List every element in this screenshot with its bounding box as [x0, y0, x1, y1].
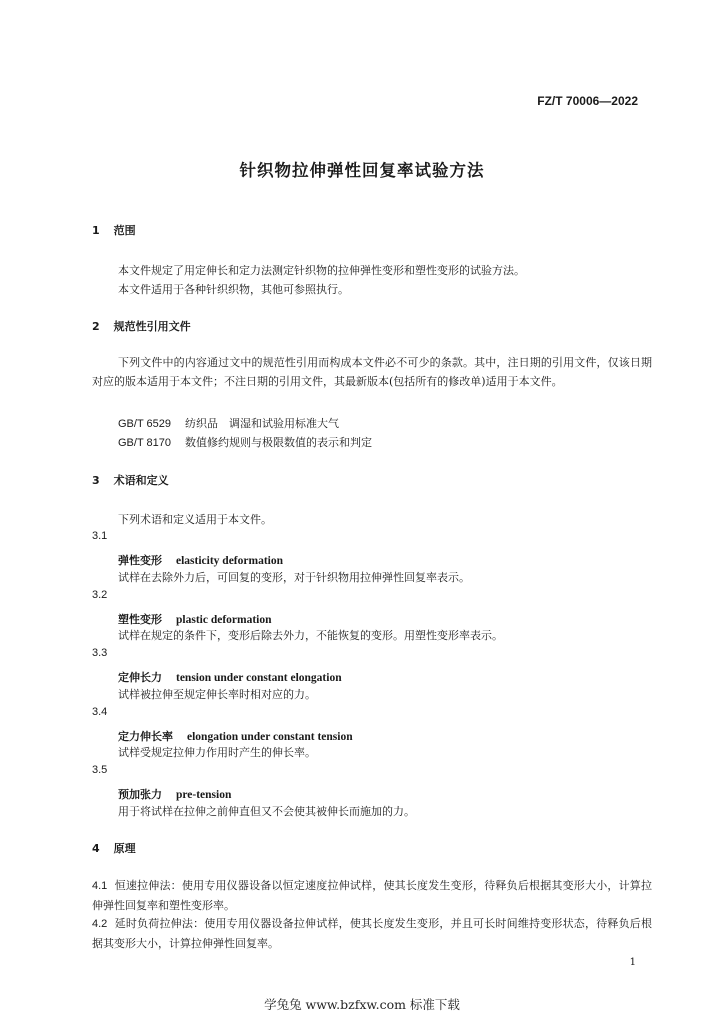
- watermark-footer: 学兔兔 www.bzfxw.com 标准下载: [264, 997, 460, 1012]
- term-definition: 试样在去除外力后，可回复的变形，对于针织物用拉伸弹性回复率表示。: [118, 571, 470, 584]
- term-english: elongation under constant tension: [187, 731, 353, 743]
- term-english: tension under constant elongation: [176, 672, 342, 684]
- term-definition: 试样被拉伸至规定伸长率时相对应的力。: [118, 688, 316, 701]
- term-number: 3.4: [92, 706, 108, 718]
- term-english: plastic deformation: [176, 614, 272, 626]
- section-2-heading: [92, 318, 191, 334]
- section-3-heading: [92, 472, 169, 488]
- clause-number: 4.1: [92, 880, 108, 892]
- term-heading: [118, 666, 342, 685]
- clause-text: 延时负荷拉伸法：使用专用仪器设备拉伸试样，使其长度发生变形，并且可长时间维持变形状态，待释负后根据其变形大小，计算拉伸弹性回复率。: [92, 917, 652, 950]
- term-english: pre-tension: [176, 789, 232, 801]
- section-title: 术语和定义: [113, 474, 169, 487]
- section-title: 规范性引用文件: [113, 320, 191, 333]
- clause-text: 恒速拉伸法：使用专用仪器设备以恒定速度拉伸试样，使其长度发生变形，待释负后根据其变形大小，计算拉伸弹性回复率和塑性变形率。: [92, 879, 652, 912]
- paragraph: 下列术语和定义适用于本文件。: [118, 513, 272, 526]
- term-heading: [118, 608, 272, 627]
- reference-title: 数值修约规则与极限数值的表示和判定: [185, 436, 372, 449]
- term-english: elasticity deformation: [176, 555, 283, 567]
- clause-number: 4.2: [92, 918, 108, 930]
- term-number: 3.1: [92, 530, 108, 542]
- term-chinese: 预加张力: [118, 788, 162, 801]
- reference-code: GB/T 6529: [118, 418, 171, 430]
- section-title: 原理: [113, 842, 136, 855]
- principle-item: [92, 914, 652, 953]
- paragraph: 下列文件中的内容通过文中的规范性引用而构成本文件必不可少的条款。其中，注日期的引用文件，仅该日期对应的版本适用于本文件；不注日期的引用文件，其最新版本(包括所有的修改单)适用于本文件。: [92, 356, 652, 388]
- normative-reference: [118, 415, 339, 431]
- paragraph: 本文件适用于各种针织织物，其他可参照执行。: [118, 283, 349, 296]
- section-number: 1: [92, 224, 100, 237]
- term-heading: [118, 783, 231, 802]
- term-heading: [118, 725, 353, 744]
- reference-title: 纺织品 调湿和试验用标准大气: [185, 417, 339, 430]
- term-chinese: 塑性变形: [118, 613, 162, 626]
- term-definition: 试样受规定拉伸力作用时产生的伸长率。: [118, 746, 316, 759]
- term-number: 3.2: [92, 589, 108, 601]
- standard-number: FZ/T 70006—2022: [537, 94, 638, 108]
- section-1-heading: [92, 222, 136, 238]
- term-heading: [118, 549, 283, 568]
- term-number: 3.5: [92, 764, 108, 776]
- section-number: 4: [92, 842, 100, 855]
- principle-item: [92, 876, 652, 915]
- term-definition: 试样在规定的条件下，变形后除去外力，不能恢复的变形。用塑性变形率表示。: [118, 629, 503, 642]
- reference-code: GB/T 8170: [118, 437, 171, 449]
- term-chinese: 定伸长力: [118, 671, 162, 684]
- term-chinese: 定力伸长率: [118, 730, 173, 743]
- section-title: 范围: [113, 224, 136, 237]
- section-number: 3: [92, 474, 100, 487]
- document-title: 针织物拉伸弹性回复率试验方法: [239, 161, 485, 180]
- section-number: 2: [92, 320, 100, 333]
- normative-reference: [118, 434, 372, 450]
- term-number: 3.3: [92, 647, 108, 659]
- term-chinese: 弹性变形: [118, 554, 162, 567]
- paragraph: 本文件规定了用定伸长和定力法测定针织物的拉伸弹性变形和塑性变形的试验方法。: [118, 264, 525, 277]
- page-number: 1: [629, 957, 636, 968]
- term-definition: 用于将试样在拉伸之前伸直但又不会使其被伸长而施加的力。: [118, 805, 415, 818]
- section-4-heading: [92, 840, 136, 856]
